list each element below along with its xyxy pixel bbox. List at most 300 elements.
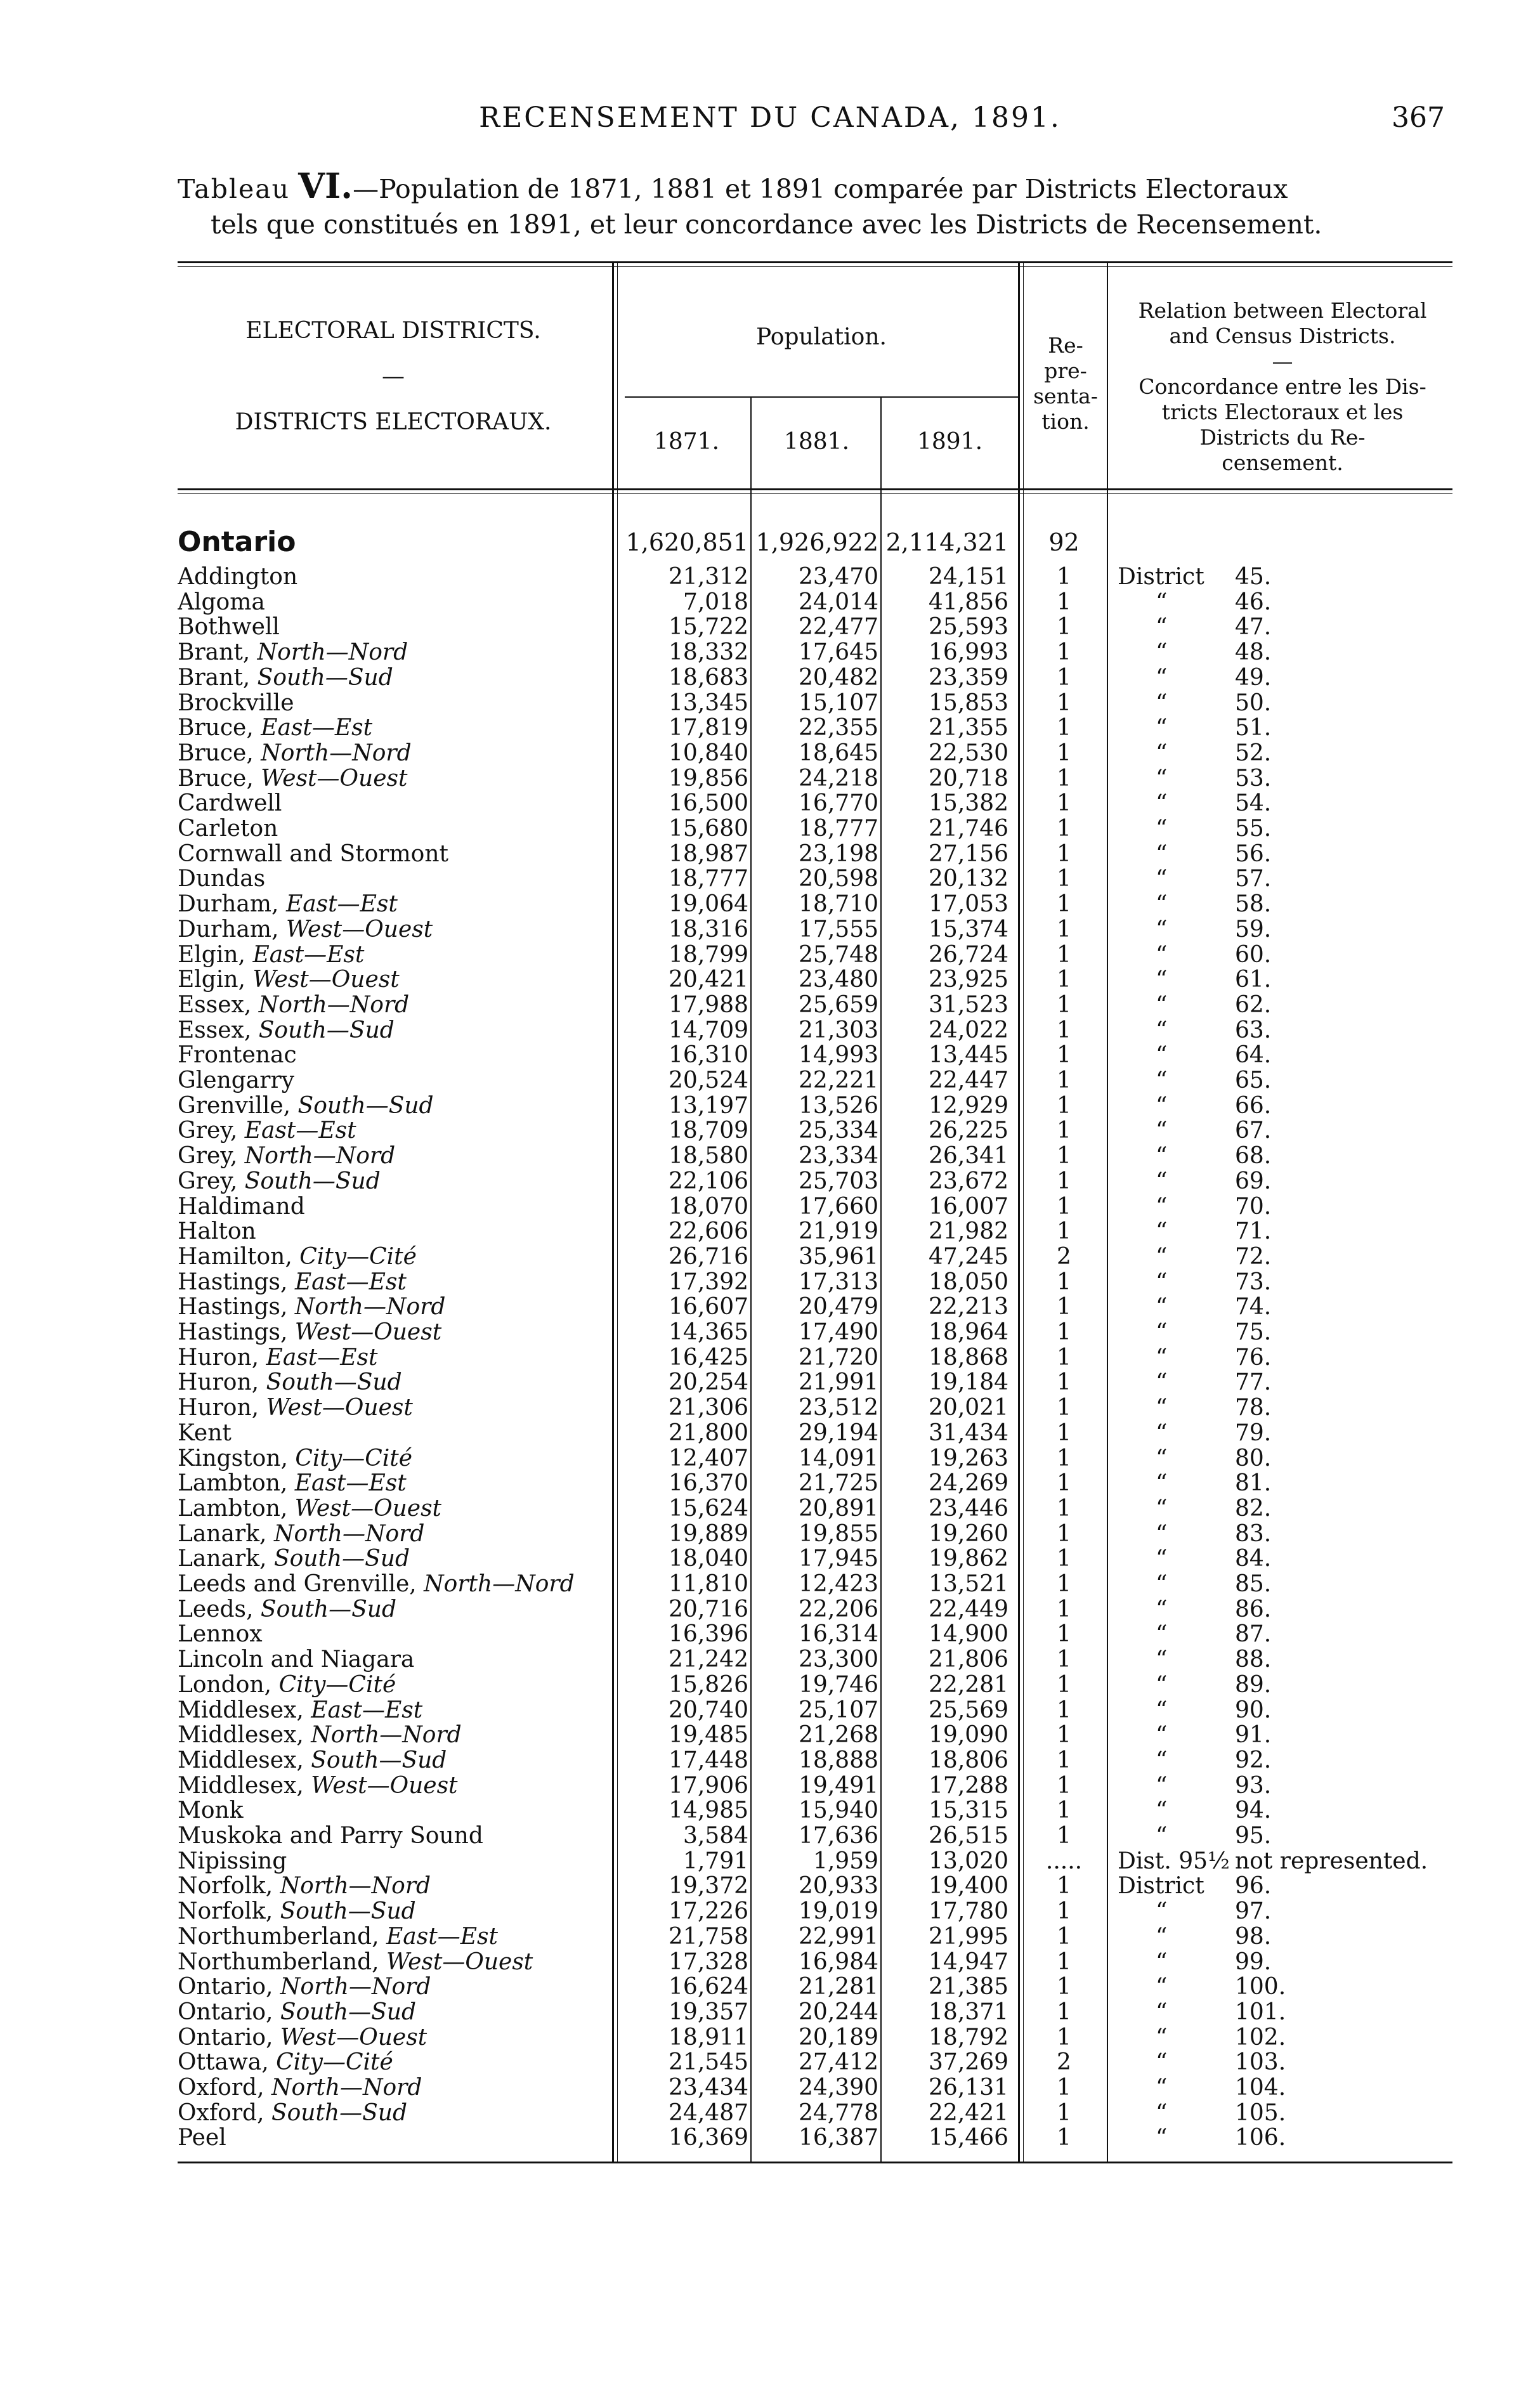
district-name <box>178 1169 384 1194</box>
header-rel-en-2: and Census Districts. <box>1169 323 1396 348</box>
relation-district-word: “ <box>1156 1092 1168 1119</box>
table-row <box>0 1823 1540 1848</box>
district-name <box>178 715 376 740</box>
population-1891: 21,982 <box>929 1218 1008 1245</box>
district-name-base: Ontario, <box>178 1974 280 2000</box>
representation: 1 <box>1057 589 1071 615</box>
population-1891: 22,447 <box>929 1067 1008 1093</box>
population-1871: 21,758 <box>669 1923 748 1950</box>
population-1871: 16,369 <box>669 2125 748 2151</box>
table-row <box>0 1093 1540 1118</box>
table-row <box>0 2125 1540 2150</box>
representation: 1 <box>1057 1823 1071 1849</box>
district-name-base: Leeds, <box>178 1596 261 1622</box>
district-subdivision: East—Est <box>266 1345 378 1370</box>
representation: 1 <box>1057 740 1071 766</box>
relation-district-word: “ <box>1156 1647 1168 1673</box>
district-name-cell <box>178 1446 599 1471</box>
province-name: Ontario <box>178 526 299 558</box>
table-row <box>0 2000 1540 2025</box>
population-1891: 20,021 <box>929 1395 1008 1421</box>
district-name-cell <box>178 2125 599 2150</box>
relation-district-word: “ <box>1156 740 1168 766</box>
population-1881: 17,313 <box>799 1268 878 1295</box>
table-row <box>0 816 1540 841</box>
district-name-cell <box>178 866 599 891</box>
relation-district-word: “ <box>1156 1898 1168 1925</box>
relation-cell <box>1118 1798 1460 1823</box>
district-name-cell <box>178 842 599 866</box>
representation: 1 <box>1057 765 1071 792</box>
representation: 1 <box>1057 2024 1071 2051</box>
relation-district-number: 77. <box>1235 1369 1272 1396</box>
relation-district-word: “ <box>1156 1118 1168 1144</box>
representation: 1 <box>1057 1621 1071 1648</box>
relation-cell <box>1118 1572 1460 1596</box>
relation-district-number: 102. <box>1235 2024 1286 2051</box>
population-1871: 17,328 <box>669 1948 748 1975</box>
district-name-cell <box>178 1924 599 1949</box>
relation-district-number: 84. <box>1235 1546 1272 1572</box>
relation-district-number: 101. <box>1235 1999 1286 2025</box>
table-row <box>0 665 1540 690</box>
representation: 1 <box>1057 1092 1071 1119</box>
district-name <box>178 1546 414 1571</box>
district-subdivision: South—Sud <box>258 1017 395 1043</box>
relation-district-number: 93. <box>1235 1772 1272 1799</box>
representation: 1 <box>1057 1923 1071 1950</box>
district-subdivision: West—Ouest <box>280 2025 427 2050</box>
relation-cell <box>1118 2025 1460 2050</box>
representation: 1 <box>1057 1772 1071 1799</box>
relation-district-word: “ <box>1156 991 1168 1018</box>
district-name-cell <box>178 2000 599 2025</box>
relation-district-number: 60. <box>1235 941 1272 968</box>
representation: 1 <box>1057 664 1071 691</box>
district-subdivision: City—Cité <box>299 1244 417 1269</box>
district-name-base: Lennox <box>178 1622 263 1647</box>
province-1881: 1,926,922 <box>755 528 878 556</box>
relation-cell <box>1118 1043 1460 1067</box>
population-1881: 25,659 <box>799 991 878 1018</box>
representation: ..... <box>1045 1848 1083 1874</box>
table-row <box>0 1320 1540 1345</box>
district-subdivision: West—Ouest <box>294 1320 442 1345</box>
representation: 1 <box>1057 2075 1071 2101</box>
population-1871: 19,856 <box>669 765 748 792</box>
district-name-base: Norfolk, <box>178 1874 280 1899</box>
district-name-base: Grey, <box>178 1144 245 1169</box>
district-name-base: Nipissing <box>178 1848 287 1874</box>
district-name-base: London, <box>178 1672 279 1697</box>
relation-district-number: 70. <box>1235 1193 1272 1220</box>
district-subdivision: West—Ouest <box>261 766 408 791</box>
table-row <box>0 1043 1540 1067</box>
district-name-cell <box>178 1522 599 1546</box>
population-1871: 7,018 <box>682 589 748 615</box>
population-1881: 22,221 <box>799 1067 878 1093</box>
district-name <box>178 665 397 690</box>
district-name <box>178 917 436 942</box>
representation: 1 <box>1057 1520 1071 1547</box>
relation-cell <box>1118 665 1460 690</box>
population-1891: 19,263 <box>929 1445 1008 1471</box>
district-name-cell <box>178 590 599 615</box>
district-name-base: Cardwell <box>178 791 282 816</box>
table-row <box>0 691 1540 715</box>
header-rep-3: senta- <box>1033 384 1098 408</box>
relation-district-number: 83. <box>1235 1520 1272 1547</box>
population-1891: 31,434 <box>929 1419 1008 1446</box>
table-row <box>0 1974 1540 1999</box>
relation-cell <box>1118 2101 1460 2125</box>
relation-district-word: “ <box>1156 790 1168 817</box>
district-name-base: Elgin, <box>178 942 253 967</box>
relation-cell <box>1118 1270 1460 1295</box>
district-name-cell <box>178 1219 599 1244</box>
district-name <box>178 564 301 589</box>
population-1871: 14,985 <box>669 1797 748 1824</box>
relation-district-number: 61. <box>1235 967 1272 993</box>
district-name-base: Essex, <box>178 992 259 1017</box>
header-electoral-en: ELECTORAL DISTRICTS. <box>245 318 541 344</box>
relation-cell <box>1118 691 1460 715</box>
district-name-base: Ottawa, <box>178 2050 277 2075</box>
header-electoral-fr: DISTRICTS ELECTORAUX. <box>235 409 552 435</box>
relation-district-word: “ <box>1156 1017 1168 1043</box>
table-row <box>0 1144 1540 1168</box>
district-name <box>178 1823 487 1848</box>
representation: 1 <box>1057 1974 1071 2000</box>
population-1891: 26,225 <box>929 1118 1008 1144</box>
district-name-cell <box>178 1874 599 1898</box>
relation-district-number: 62. <box>1235 991 1272 1018</box>
district-name <box>178 1320 445 1345</box>
relation-district-number: 48. <box>1235 639 1272 666</box>
district-name-cell <box>178 1849 599 1874</box>
district-name-cell <box>178 1270 599 1295</box>
district-name-base: Haldimand <box>178 1194 305 1219</box>
population-1891: 19,862 <box>929 1546 1008 1572</box>
district-name-base: Addington <box>178 564 298 589</box>
relation-district-word: “ <box>1156 2024 1168 2051</box>
table-row <box>0 1899 1540 1924</box>
relation-district-number: 58. <box>1235 891 1272 918</box>
district-subdivision: South—Sud <box>260 1596 396 1622</box>
population-1881: 16,984 <box>799 1948 878 1975</box>
relation-district-number: 81. <box>1235 1470 1272 1497</box>
district-name-base: Peel <box>178 2125 226 2151</box>
relation-cell <box>1118 1169 1460 1194</box>
district-name <box>178 615 284 639</box>
population-1891: 19,184 <box>929 1369 1008 1396</box>
population-1871: 16,425 <box>669 1344 748 1371</box>
district-name-cell <box>178 1421 599 1445</box>
relation-district-word: “ <box>1156 589 1168 615</box>
district-name-base: Durham, <box>178 892 286 917</box>
district-subdivision: East—Est <box>294 1471 407 1496</box>
population-1891: 14,947 <box>929 1948 1008 1975</box>
header-rel-en-1: Relation between Electoral <box>1138 298 1427 323</box>
district-subdivision: North—Nord <box>294 1295 446 1320</box>
population-1891: 24,269 <box>929 1470 1008 1497</box>
relation-district-number: 100. <box>1235 1974 1286 2000</box>
relation-district-word: “ <box>1156 967 1168 993</box>
district-name-base: Muskoka and Parry Sound <box>178 1823 483 1848</box>
relation-district-number: 97. <box>1235 1898 1272 1925</box>
representation: 1 <box>1057 1118 1071 1144</box>
district-name <box>178 816 282 841</box>
representation: 1 <box>1057 816 1071 842</box>
population-1881: 24,778 <box>799 2099 878 2126</box>
population-1881: 16,770 <box>799 790 878 817</box>
population-1871: 18,987 <box>669 840 748 867</box>
relation-cell <box>1118 766 1460 791</box>
relation-district-word: “ <box>1156 1395 1168 1421</box>
district-name-cell <box>178 691 599 715</box>
table-row <box>0 1522 1540 1546</box>
district-name-cell <box>178 1244 599 1269</box>
population-1871: 20,524 <box>669 1067 748 1093</box>
population-1881: 14,091 <box>799 1445 878 1471</box>
representation: 1 <box>1057 2125 1071 2151</box>
population-1881: 18,777 <box>799 816 878 842</box>
population-1881: 20,189 <box>799 2024 878 2051</box>
district-name-cell <box>178 1823 599 1848</box>
population-1871: 26,716 <box>669 1243 748 1270</box>
relation-district-word: “ <box>1156 689 1168 716</box>
relation-district-number: 103. <box>1235 2049 1286 2076</box>
district-subdivision: North—Nord <box>257 640 408 665</box>
header-electoral-districts <box>178 317 609 436</box>
representation: 1 <box>1057 1319 1071 1345</box>
representation: 1 <box>1057 1546 1071 1572</box>
relation-district-number: 68. <box>1235 1143 1272 1170</box>
representation: 1 <box>1057 1898 1071 1925</box>
relation-cell <box>1118 1219 1460 1244</box>
district-name-base: Halton <box>178 1219 256 1244</box>
population-1881: 21,725 <box>799 1470 878 1497</box>
representation: 1 <box>1057 2099 1071 2126</box>
caption-label: Tableau <box>178 174 290 204</box>
relation-district-word: “ <box>1156 1193 1168 1220</box>
district-name-base: Brockville <box>178 690 294 715</box>
district-name-cell <box>178 1471 599 1496</box>
population-1881: 17,555 <box>799 916 878 942</box>
header-rep-4: tion. <box>1041 409 1090 434</box>
district-name <box>178 1849 290 1874</box>
table-row <box>0 1370 1540 1395</box>
population-1881: 21,720 <box>799 1344 878 1371</box>
district-name-base: Oxford, <box>178 2100 271 2125</box>
population-1871: 18,709 <box>669 1118 748 1144</box>
district-name <box>178 1194 309 1219</box>
population-1891: 13,521 <box>929 1571 1008 1597</box>
page-number: 367 <box>1392 101 1445 134</box>
relation-cell <box>1118 1597 1460 1622</box>
relation-district-word: “ <box>1156 1697 1168 1723</box>
relation-district-word: “ <box>1156 1520 1168 1547</box>
relation-district-word: “ <box>1156 1722 1168 1749</box>
relation-district-word: “ <box>1156 1823 1168 1849</box>
population-1871: 14,709 <box>669 1017 748 1043</box>
relation-district-number: 87. <box>1235 1621 1272 1648</box>
district-name-base: Dundas <box>178 866 266 892</box>
population-1871: 19,357 <box>669 1999 748 2025</box>
district-name-cell <box>178 1546 599 1571</box>
population-1871: 15,680 <box>669 816 748 842</box>
relation-cell <box>1118 741 1460 766</box>
representation: 1 <box>1057 1268 1071 1295</box>
table-row <box>0 741 1540 766</box>
population-1881: 17,490 <box>799 1319 878 1345</box>
population-1881: 15,107 <box>799 689 878 716</box>
district-subdivision: West—Ouest <box>386 1949 533 1974</box>
relation-cell <box>1118 2075 1460 2100</box>
district-name-base: Glengarry <box>178 1068 295 1093</box>
relation-district-number: 55. <box>1235 816 1272 842</box>
district-subdivision: City—Cité <box>278 1672 396 1697</box>
caption-line-1: —Population de 1871, 1881 et 1891 comparée par Districts Electoraux <box>353 174 1288 204</box>
table-row <box>0 2050 1540 2075</box>
relation-cell <box>1118 791 1460 816</box>
table-row <box>0 1194 1540 1219</box>
relation-district-number: 63. <box>1235 1017 1272 1043</box>
district-name-cell <box>178 665 599 690</box>
population-1881: 24,218 <box>799 765 878 792</box>
district-name-cell <box>178 1647 599 1672</box>
district-name <box>178 1295 449 1319</box>
population-1891: 18,371 <box>929 1999 1008 2025</box>
representation: 1 <box>1057 1067 1071 1093</box>
relation-cell <box>1118 1647 1460 1672</box>
relation-cell <box>1118 942 1460 967</box>
relation-district-number: 80. <box>1235 1445 1272 1471</box>
population-1881: 13,526 <box>799 1092 878 1119</box>
relation-district-word: “ <box>1156 1445 1168 1471</box>
relation-district-number: 82. <box>1235 1495 1272 1522</box>
population-1881: 22,206 <box>799 1596 878 1622</box>
district-name <box>178 2000 420 2025</box>
district-name-cell <box>178 2101 599 2125</box>
population-1871: 15,826 <box>669 1671 748 1698</box>
district-name-cell <box>178 766 599 791</box>
relation-district-word: “ <box>1156 1168 1168 1194</box>
district-name <box>178 1018 398 1043</box>
relation-district-word: “ <box>1156 1999 1168 2025</box>
population-1891: 12,929 <box>929 1092 1008 1119</box>
relation-district-word: “ <box>1156 614 1168 641</box>
relation-district-word: “ <box>1156 816 1168 842</box>
district-name-cell <box>178 1773 599 1798</box>
relation-cell <box>1118 1118 1460 1143</box>
district-name-base: Durham, <box>178 916 286 942</box>
table-row <box>0 1219 1540 1244</box>
district-name <box>178 1093 438 1118</box>
relation-cell <box>1118 866 1460 891</box>
district-name-base: Huron, <box>178 1395 266 1421</box>
population-1881: 23,470 <box>799 564 878 590</box>
relation-district-number: 64. <box>1235 1042 1272 1069</box>
table-row <box>0 993 1540 1017</box>
population-1881: 23,480 <box>799 967 878 993</box>
relation-cell <box>1118 917 1460 942</box>
district-name <box>178 842 452 866</box>
district-name-cell <box>178 942 599 967</box>
table-top-rule <box>178 261 1452 263</box>
population-1871: 18,580 <box>669 1143 748 1170</box>
relation-district-number: 88. <box>1235 1647 1272 1673</box>
district-name-cell <box>178 741 599 766</box>
relation-district-word: “ <box>1156 639 1168 666</box>
representation: 1 <box>1057 614 1071 641</box>
district-name-base: Ontario, <box>178 1999 280 2025</box>
representation: 1 <box>1057 639 1071 666</box>
representation: 1 <box>1057 790 1071 817</box>
population-1881: 17,945 <box>799 1546 878 1572</box>
representation: 1 <box>1057 967 1071 993</box>
population-1881: 18,645 <box>799 740 878 766</box>
relation-district-word: “ <box>1156 2049 1168 2076</box>
population-1881: 29,194 <box>799 1419 878 1446</box>
district-name-base: Grey, <box>178 1168 245 1194</box>
district-name-base: Hastings, <box>178 1320 295 1345</box>
population-1881: 12,423 <box>799 1571 878 1597</box>
caption-line-2: tels que constitués en 1891, et leur concordance avec les Districts de Recensement. <box>211 209 1322 240</box>
population-1881: 17,645 <box>799 639 878 666</box>
district-name <box>178 1522 428 1546</box>
population-1881: 23,198 <box>799 840 878 867</box>
population-1881: 21,991 <box>799 1369 878 1396</box>
relation-district-word: “ <box>1156 1268 1168 1295</box>
population-1871: 19,889 <box>669 1520 748 1547</box>
population-1891: 18,806 <box>929 1747 1008 1773</box>
population-1871: 22,106 <box>669 1168 748 1194</box>
relation-cell <box>1118 1244 1460 1269</box>
representation: 1 <box>1057 1419 1071 1446</box>
district-name <box>178 1974 434 1999</box>
population-1891: 23,359 <box>929 664 1008 691</box>
district-name-cell <box>178 993 599 1017</box>
population-1891: 17,288 <box>929 1772 1008 1799</box>
table-row <box>0 1546 1540 1571</box>
population-1891: 26,341 <box>929 1143 1008 1170</box>
population-1871: 20,716 <box>669 1596 748 1622</box>
district-name <box>178 1798 247 1823</box>
district-name <box>178 1647 418 1672</box>
population-1891: 13,445 <box>929 1042 1008 1069</box>
caption-label-numeral: VI. <box>298 166 353 206</box>
table-row <box>0 1395 1540 1420</box>
district-name <box>178 1345 381 1370</box>
representation: 1 <box>1057 1873 1071 1900</box>
table-row <box>0 1698 1540 1723</box>
header-1891: 1891. <box>917 429 983 455</box>
district-name-base: Norfolk, <box>178 1899 280 1924</box>
relation-district-word: “ <box>1156 1294 1168 1321</box>
population-1881: 35,961 <box>799 1243 878 1270</box>
relation-district-number: 104. <box>1235 2075 1286 2101</box>
representation: 1 <box>1057 1647 1071 1673</box>
district-name-cell <box>178 1295 599 1319</box>
table-row <box>0 715 1540 740</box>
representation: 1 <box>1057 1948 1071 1975</box>
relation-district-number: 54. <box>1235 790 1272 817</box>
relation-district-word: “ <box>1156 1243 1168 1270</box>
district-subdivision: South—Sud <box>271 2100 408 2125</box>
relation-cell <box>1118 2125 1460 2150</box>
population-1891: 21,385 <box>929 1974 1008 2000</box>
